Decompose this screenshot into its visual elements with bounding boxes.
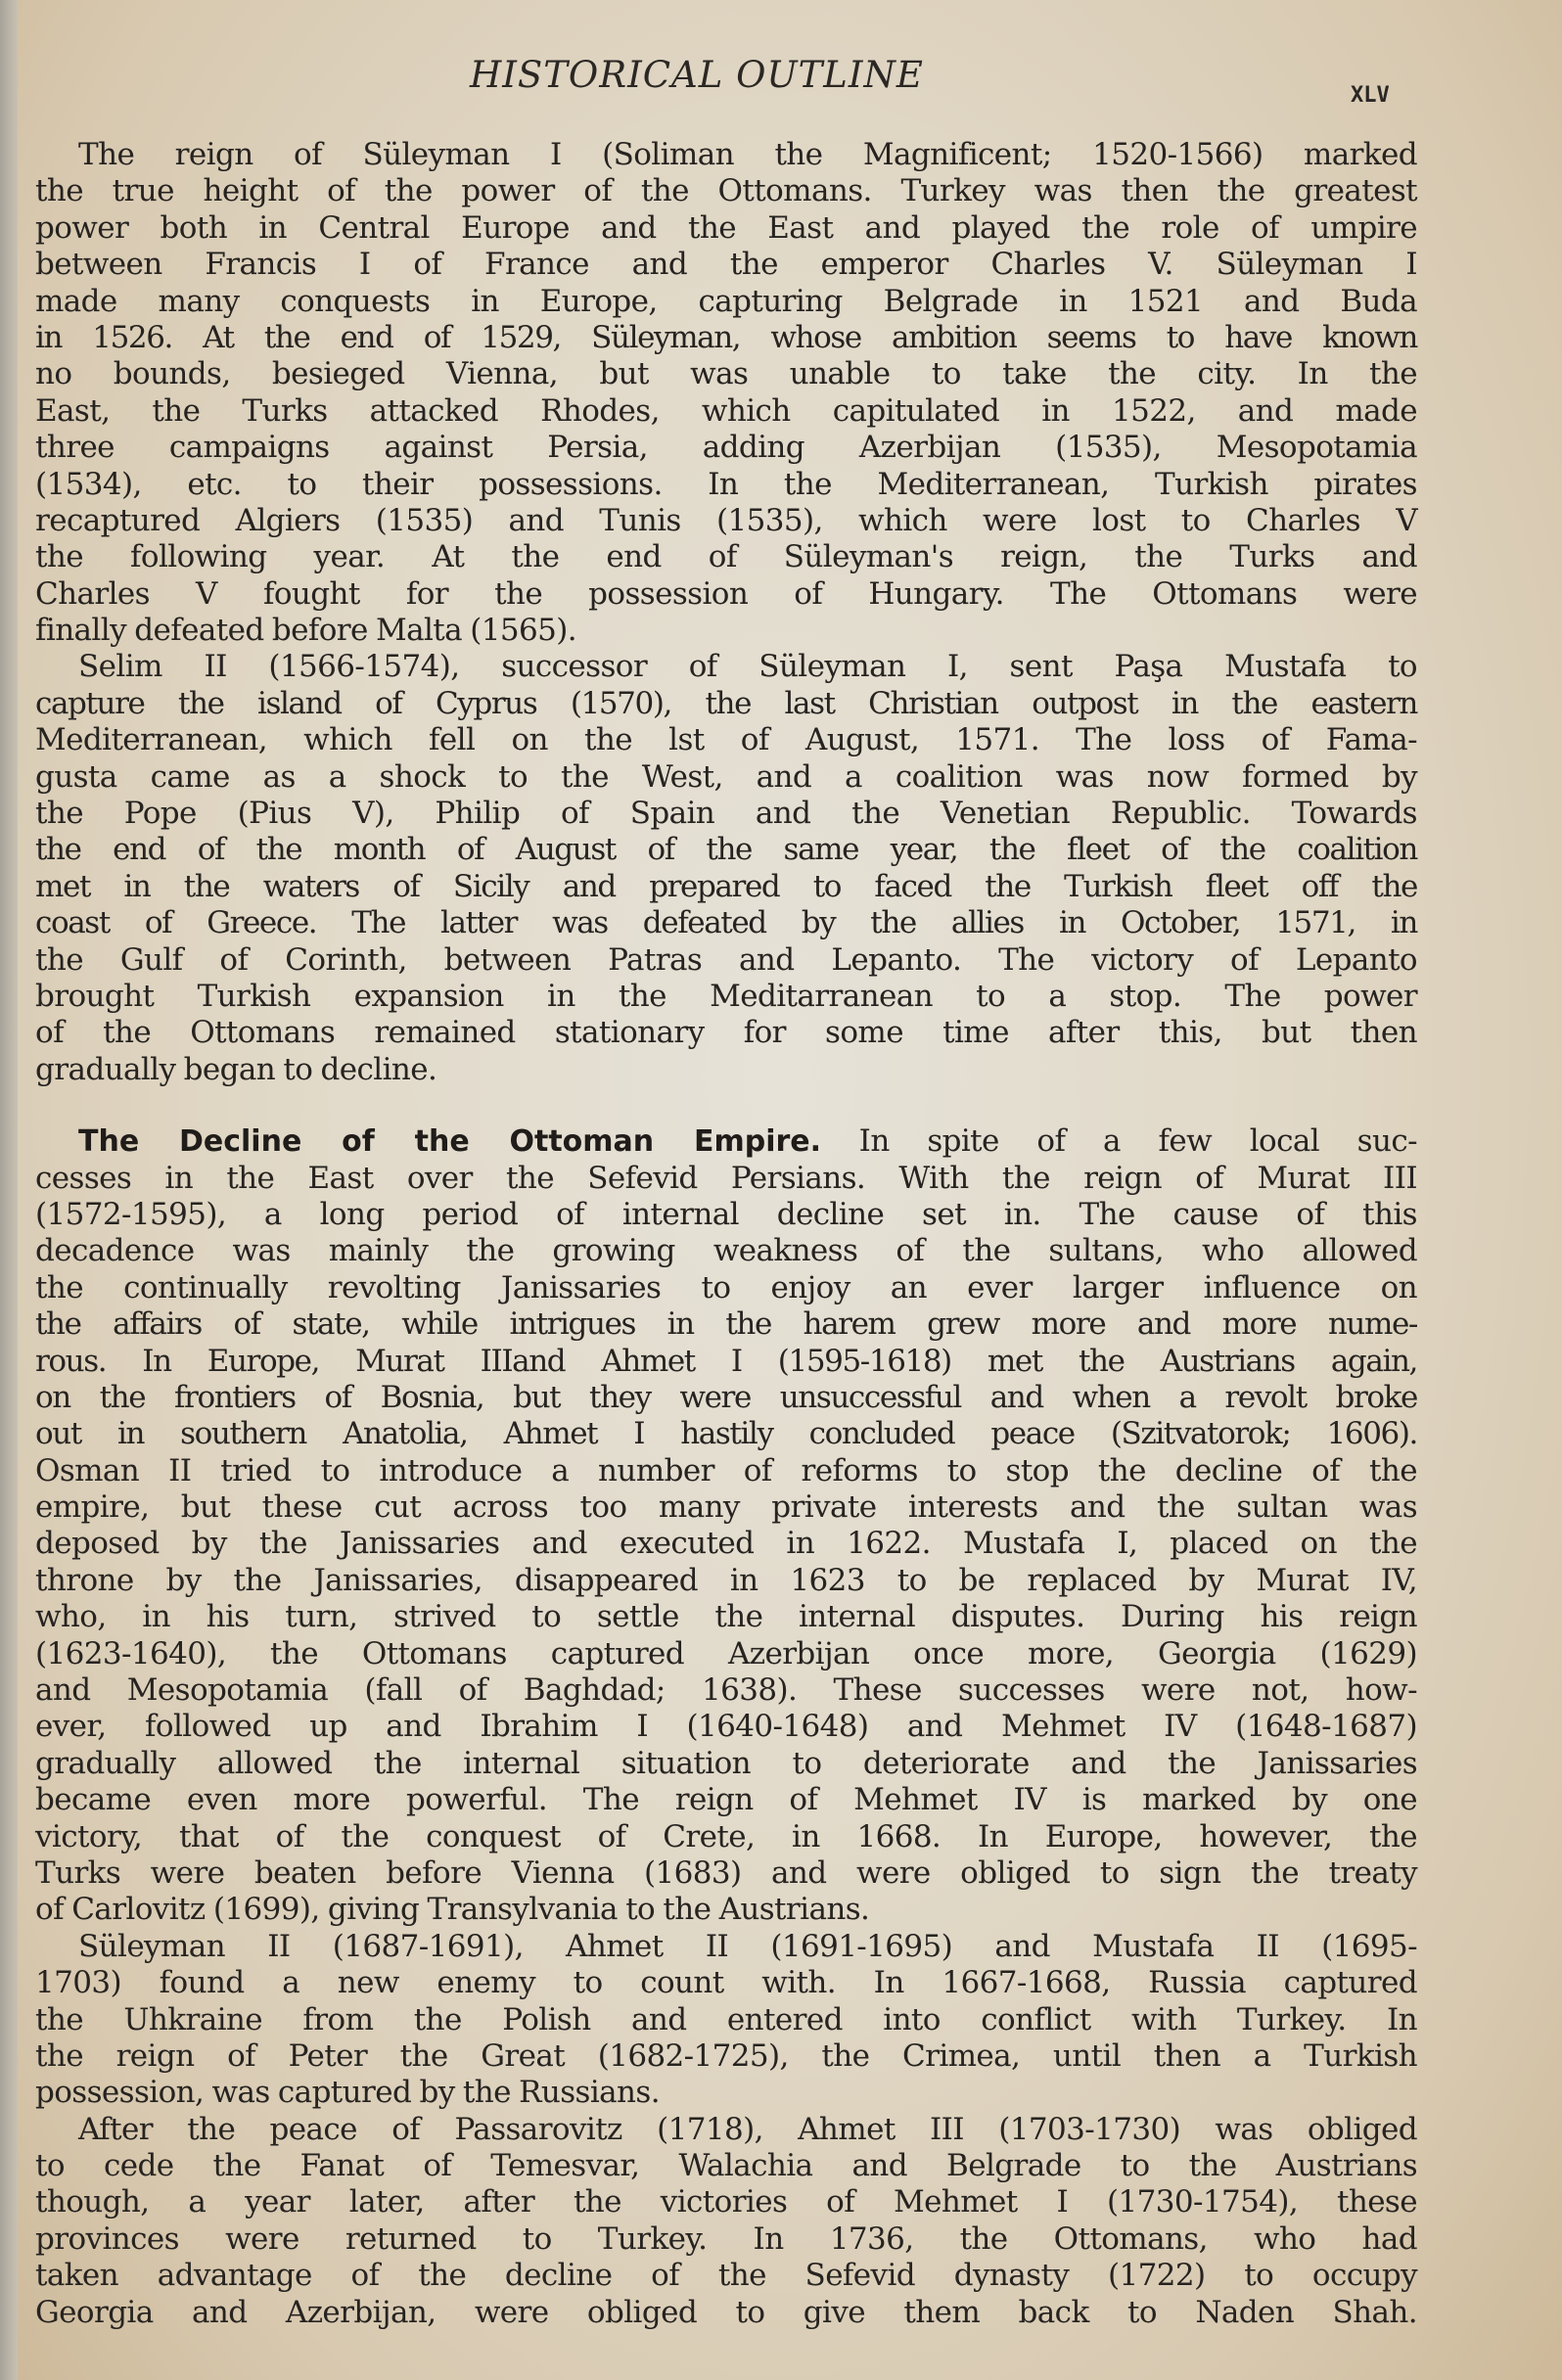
text-line: became even more powerful. The reign of Mehmet IV is marked by one xyxy=(35,1782,1417,1818)
text-line: (1534), etc. to their possessions. In the Mediterranean, Turkish pirates xyxy=(35,466,1417,502)
text-line: gradually began to decline. xyxy=(35,1051,437,1087)
text-line: the Uhkraine from the Polish and entered into conflict with Turkey. In xyxy=(35,2001,1417,2037)
text-line: Mediterranean, which fell on the lst of August, 1571. The loss of Fama- xyxy=(35,722,1417,758)
text-line: the end of the month of August of the same year, the fleet of the coalition xyxy=(35,832,1417,868)
paragraph-selim-ii xyxy=(35,649,1417,1088)
text-line xyxy=(35,1123,1417,1160)
text-line: East, the Turks attacked Rhodes, which capitulated in 1522, and made xyxy=(35,392,1417,429)
section-decline-of-ottoman-empire xyxy=(35,1123,1417,1929)
text-line: Süleyman II (1687-1691), Ahmet II (1691-1695) and Mustafa II (1695- xyxy=(78,1928,1417,1964)
text-line: throne by the Janissaries, disappeared in 1623 to be replaced by Murat IV, xyxy=(35,1562,1417,1598)
text-line: Georgia and Azerbijan, were obliged to give them back to Naden Shah. xyxy=(35,2294,1417,2330)
paragraph-passarovitz xyxy=(35,2112,1417,2331)
text-line: the continually revolting Janissaries to enjoy an ever larger influence on xyxy=(35,1269,1417,1305)
text-line: the Pope (Pius V), Philip of Spain and the Venetian Republic. Towards xyxy=(35,796,1417,832)
text-line: Selim II (1566-1574), successor of Süleyman I, sent Paşa Mustafa to xyxy=(78,649,1417,685)
text-line: Turks were beaten before Vienna (1683) and were obliged to sign the treaty xyxy=(35,1854,1417,1891)
text-line: out in southern Anatolia, Ahmet I hastily concluded peace (Szitvatorok; 1606). xyxy=(35,1416,1417,1452)
text-line: of Carlovitz (1699), giving Transylvania to the Austrians. xyxy=(35,1892,870,1928)
text-line: empire, but these cut across too many private interests and the sultan was xyxy=(35,1489,1417,1526)
adjacent-page-edge xyxy=(0,0,18,2380)
paragraph-suleyman-ii xyxy=(35,1929,1417,2112)
text-line: to cede the Fanat of Temesvar, Walachia and Belgrade to the Austrians xyxy=(35,2148,1417,2184)
text-line: After the peace of Passarovitz (1718), Ahmet III (1703-1730) was obliged xyxy=(78,2111,1417,2147)
text-line: though, a year later, after the victories of Mehmet I (1730-1754), these xyxy=(35,2184,1417,2220)
text-line: gradually allowed the internal situation to deteriorate and the Janissaries xyxy=(35,1745,1417,1781)
text-line: capture the island of Cyprus (1570), the last Christian outpost in the eastern xyxy=(35,685,1417,721)
text-line: decadence was mainly the growing weakness of the sultans, who allowed xyxy=(35,1233,1417,1269)
text-line: Charles V fought for the possession of Hungary. The Ottomans were xyxy=(35,575,1417,612)
text-line: possession, was captured by the Russians. xyxy=(35,2075,660,2111)
text-line: (1572-1595), a long period of internal decline set in. The cause of this xyxy=(35,1196,1417,1232)
text-line: the reign of Peter the Great (1682-1725), the Crimea, until then a Turkish xyxy=(35,2037,1417,2074)
section-gap xyxy=(35,1088,1417,1123)
text-line: (1623-1640), the Ottomans captured Azerbijan once more, Georgia (1629) xyxy=(35,1635,1417,1671)
text-line: gusta came as a shock to the West, and a coalition was now formed by xyxy=(35,758,1417,795)
text-line: 1703) found a new enemy to count with. In 1667-1668, Russia captured xyxy=(35,1965,1417,2001)
text-line: finally defeated before Malta (1565). xyxy=(35,613,577,649)
text-line: three campaigns against Persia, adding Azerbijan (1535), Mesopotamia xyxy=(35,430,1417,466)
text-line: the affairs of state, while intrigues in the harem grew more and more nume- xyxy=(35,1306,1417,1343)
text-line: taken advantage of the decline of the Sefevid dynasty (1722) to occupy xyxy=(35,2258,1417,2294)
text-line: Osman II tried to introduce a number of reforms to stop the decline of the xyxy=(35,1452,1417,1488)
text-line: The reign of Süleyman I (Soliman the Magnificent; 1520-1566) marked xyxy=(78,137,1417,172)
text-line: cesses in the East over the Sefevid Persians. With the reign of Murat III xyxy=(35,1160,1417,1196)
text-line: rous. In Europe, Murat IIIand Ahmet I (1595-1618) met the Austrians again, xyxy=(35,1343,1417,1379)
page-number: XLV xyxy=(1351,83,1390,108)
running-title: HISTORICAL OUTLINE xyxy=(470,54,924,96)
text-line: who, in his turn, strived to settle the internal disputes. During his reign xyxy=(35,1599,1417,1635)
page-header xyxy=(0,54,1562,113)
text-line: coast of Greece. The latter was defeated by the allies in October, 1571, in xyxy=(35,905,1417,941)
text-line: victory, that of the conquest of Crete, in 1668. In Europe, however, the xyxy=(35,1818,1417,1854)
text-line: power both in Central Europe and the East and played the role of umpire xyxy=(35,209,1417,246)
body-text xyxy=(35,137,1417,2331)
text-line: made many conquests in Europe, capturing Belgrade in 1521 and Buda xyxy=(35,283,1417,319)
text-line: the Gulf of Corinth, between Patras and Lepanto. The victory of Lepanto xyxy=(35,941,1417,978)
text-line: and Mesopotamia (fall of Baghdad; 1638). These successes were not, how- xyxy=(35,1672,1417,1709)
text-line: no bounds, besieged Vienna, but was unable to take the city. In the xyxy=(35,356,1417,392)
heading-line-rest: In spite of a few local suc- xyxy=(858,1123,1417,1160)
text-line: in 1526. At the end of 1529, Süleyman, whose ambition seems to have known xyxy=(35,319,1417,355)
text-line: the following year. At the end of Süleyman's reign, the Turks and xyxy=(35,539,1417,575)
text-line: met in the waters of Sicily and prepared to faced the Turkish fleet off the xyxy=(35,868,1417,904)
text-line: between Francis I of France and the emperor Charles V. Süleyman I xyxy=(35,247,1417,283)
text-line: of the Ottomans remained stationary for some time after this, but then xyxy=(35,1015,1417,1051)
section-heading: The Decline of the Ottoman Empire. xyxy=(78,1124,822,1160)
text-line: the true height of the power of the Ottomans. Turkey was then the greatest xyxy=(35,173,1417,209)
text-line: ever, followed up and Ibrahim I (1640-1648) and Mehmet IV (1648-1687) xyxy=(35,1709,1417,1745)
text-line: recaptured Algiers (1535) and Tunis (1535), which were lost to Charles V xyxy=(35,502,1417,538)
text-line: provinces were returned to Turkey. In 1736, the Ottomans, who had xyxy=(35,2220,1417,2257)
text-line: deposed by the Janissaries and executed in 1622. Mustafa I, placed on the xyxy=(35,1526,1417,1562)
text-line: brought Turkish expansion in the Meditarranean to a stop. The power xyxy=(35,978,1417,1014)
paragraph-suleyman-i xyxy=(35,137,1417,649)
text-line: on the frontiers of Bosnia, but they were unsuccessful and when a revolt broke xyxy=(35,1379,1417,1415)
